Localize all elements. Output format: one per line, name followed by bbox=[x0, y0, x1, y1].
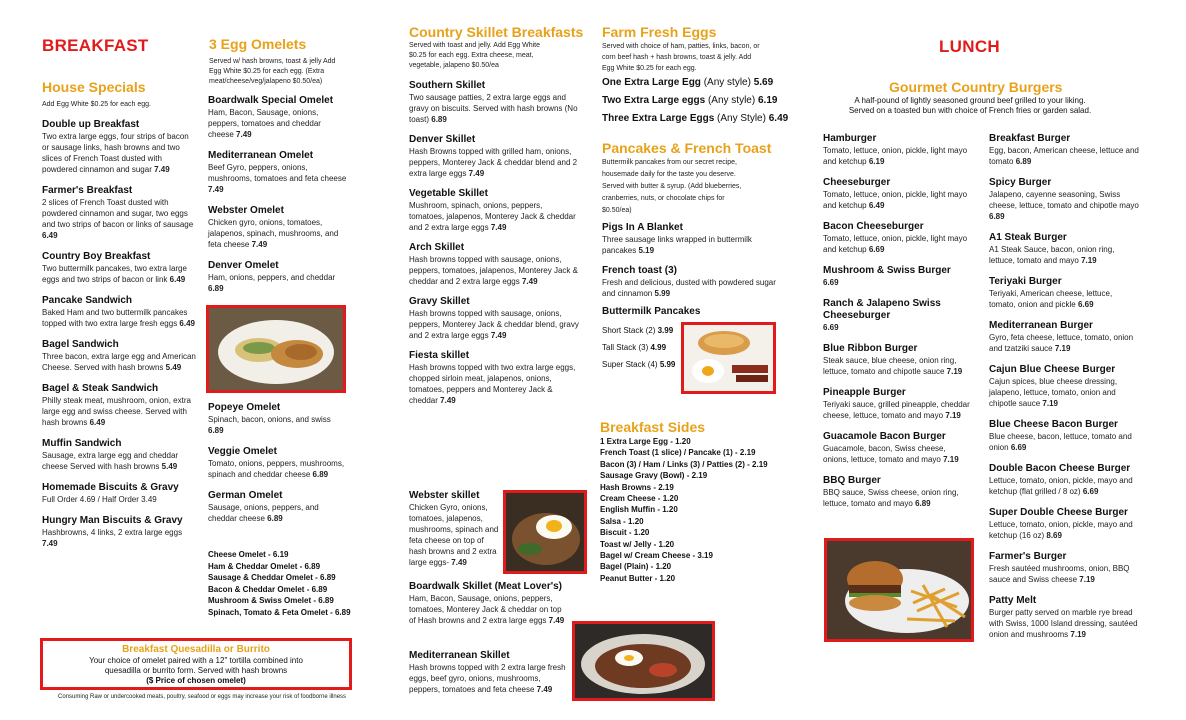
menu-item bbox=[208, 260, 348, 294]
menu-item-desc: Steak sauce, blue cheese, onion ring, lettuce, tomato and chipotle sauce bbox=[823, 356, 957, 376]
egg-item bbox=[602, 77, 792, 89]
menu-item-desc: BBQ sauce, Swiss cheese, onion ring, lettuce, tomato and mayo bbox=[823, 488, 959, 508]
simple-omelet-item: Mushroom & Swiss Omelet - 6.89 bbox=[208, 596, 334, 605]
menu-item bbox=[602, 265, 782, 299]
menu-item-desc: Tomato, onions, peppers, mushrooms, spinach and cheddar cheese bbox=[208, 459, 345, 479]
menu-item-price: 5.99 bbox=[654, 289, 671, 298]
boardwalk-photo bbox=[572, 621, 715, 701]
side-item: French Toast (1 slice) / Pancake (1) - 2.19 bbox=[600, 448, 756, 458]
menu-item bbox=[409, 188, 579, 233]
egg-item-price: 6.19 bbox=[757, 95, 778, 106]
simple-omelet-item: Sausage & Cheddar Omelet - 6.89 bbox=[208, 573, 336, 582]
menu-item-price: 5.49 bbox=[165, 363, 182, 372]
simple-omelets bbox=[208, 549, 358, 618]
menu-item-price: 5.19 bbox=[638, 246, 655, 255]
menu-item bbox=[42, 251, 197, 285]
burgers-left bbox=[823, 133, 973, 519]
menu-item bbox=[602, 222, 782, 256]
boardwalk-skillet-desc: Ham, Bacon, Sausage, onions, peppers, tomatoes, Monterey Jack & cheddar on top of Hash browns and 2 extra large eggs bbox=[409, 594, 562, 625]
menu-item-desc: Egg, bacon, American cheese, lettuce and tomato bbox=[989, 146, 1139, 166]
side-item: Bagel (Plain) - 1.20 bbox=[600, 562, 672, 572]
menu-item-name: Muffin Sandwich bbox=[42, 438, 122, 449]
menu-item-desc: Ham, Bacon, Sausage, onions, peppers, tomatoes and cheddar cheese bbox=[208, 108, 321, 139]
egg-item-style: (Any style) bbox=[705, 95, 758, 106]
menu-item-name: Boardwalk Special Omelet bbox=[208, 95, 334, 106]
stack-price: 4.99 bbox=[650, 343, 667, 352]
menu-item bbox=[823, 298, 973, 333]
menu-item bbox=[409, 296, 579, 341]
mediterranean-skillet-price: 7.49 bbox=[536, 685, 553, 694]
menu-item-name: Farmer's Burger bbox=[989, 551, 1067, 562]
menu-item-desc: Two buttermilk pancakes, two extra large eggs and two strips of bacon or link bbox=[42, 264, 187, 284]
menu-item-desc: Full Order 4.69 / Half Order 3.49 bbox=[42, 495, 157, 504]
house-specials-list bbox=[42, 119, 197, 559]
side-item: Peanut Butter - 1.20 bbox=[600, 573, 676, 583]
menu-item bbox=[208, 150, 348, 195]
menu-item-price: 7.49 bbox=[42, 539, 58, 548]
menu-item-price: 6.69 bbox=[1010, 443, 1027, 452]
menu-item bbox=[989, 133, 1139, 167]
menu-item-name: Farmer's Breakfast bbox=[42, 185, 133, 196]
menu-item-desc: Hash browns topped with sausage, onions, peppers, Monterey Jack & cheddar blend, gravy and 2 extra large eggs bbox=[409, 309, 579, 340]
webster-skillet bbox=[409, 490, 499, 568]
menu-item-price: 7.49 bbox=[490, 331, 507, 340]
menu-item-name: Bagel Sandwich bbox=[42, 339, 119, 350]
menu-item-name: Denver Skillet bbox=[409, 134, 476, 145]
menu-item-name: Mediterranean Burger bbox=[989, 320, 1093, 331]
menu-item-desc: Guacamole, bacon, Swiss cheese, onions, lettuce, tomato and mayo bbox=[823, 444, 946, 464]
pancakes-title: Pancakes & French Toast bbox=[602, 140, 772, 156]
menu-item-name: Popeye Omelet bbox=[208, 402, 281, 413]
burgers-note: A half-pound of lightly seasoned ground beef grilled to your liking. Served on a toasted bun with choice of French fries or garden salad. bbox=[848, 96, 1092, 115]
menu-item bbox=[42, 383, 197, 428]
house-specials-note: Add Egg White $0.25 for each egg. bbox=[42, 101, 151, 108]
menu-item bbox=[42, 482, 197, 505]
menu-item-price: 6.89 bbox=[312, 470, 329, 479]
menu-item-price: 6.19 bbox=[868, 157, 885, 166]
menu-item bbox=[823, 343, 973, 377]
menu-item-price: 6.69 bbox=[823, 323, 839, 332]
menu-item-price: 7.49 bbox=[468, 169, 485, 178]
menu-item-price: 6.89 bbox=[431, 115, 447, 124]
menu-item-name: Ranch & Jalapeno Swiss Cheeseburger bbox=[823, 298, 941, 321]
menu-item-name: Mediterranean Omelet bbox=[208, 150, 314, 161]
menu-item-name: Mushroom & Swiss Burger bbox=[823, 265, 951, 276]
skillet-photo bbox=[503, 490, 587, 574]
menu-item-desc: Baked Ham and two buttermilk pancakes topped with two extra large fresh eggs bbox=[42, 308, 188, 328]
menu-item-desc: Hashbrowns, 4 links, 2 extra large eggs bbox=[42, 528, 183, 537]
menu-item-name: Arch Skillet bbox=[409, 242, 465, 253]
menu-item-desc: Three bacon, extra large egg and American Cheese. Served with hash browns bbox=[42, 352, 196, 372]
stack-item bbox=[602, 343, 682, 353]
menu-item-name: Bacon Cheeseburger bbox=[823, 221, 924, 232]
quesadilla-box bbox=[40, 638, 352, 690]
menu-item-name: Pineapple Burger bbox=[823, 387, 906, 398]
menu-item-desc: Jalapeno, cayenne seasoning, Swiss cheese, lettuce, tomato and chipotle mayo bbox=[989, 190, 1139, 210]
menu-item-price: 6.89 bbox=[208, 284, 224, 293]
menu-item-desc: Lettuce, tomato, onion, pickle, mayo and ketchup (flat grilled / 8 oz) bbox=[989, 476, 1133, 496]
menu-item-price: 6.69 bbox=[868, 245, 885, 254]
menu-item bbox=[823, 431, 973, 465]
stack-name: Super Stack (4) bbox=[602, 360, 658, 369]
menu-item-price: 6.49 bbox=[42, 231, 58, 240]
stack-item bbox=[602, 360, 682, 370]
pancakes-list bbox=[602, 222, 782, 308]
menu-item-name: French toast (3) bbox=[602, 265, 678, 276]
boardwalk-skillet bbox=[409, 581, 569, 626]
omelets-list-2 bbox=[208, 402, 348, 534]
simple-omelet-item: Ham & Cheddar Omelet - 6.89 bbox=[208, 561, 321, 571]
menu-item-name: Pigs In A Blanket bbox=[602, 222, 683, 233]
menu-item-desc: Fresh and delicious, dusted with powdered sugar and cinnamon bbox=[602, 278, 776, 298]
menu-item-price: 7.19 bbox=[1054, 344, 1071, 353]
menu-item-price: 6.49 bbox=[179, 319, 195, 328]
menu-item-price: 6.89 bbox=[267, 514, 283, 523]
menu-item-desc: Philly steak meat, mushroom, onion, extra large egg and swiss cheese. Served with hash browns bbox=[42, 396, 191, 427]
breakfast-title: BREAKFAST bbox=[42, 36, 149, 55]
egg-item-price: 5.69 bbox=[753, 77, 774, 88]
egg-item bbox=[602, 113, 792, 125]
stack-name: Short Stack (2) bbox=[602, 326, 656, 335]
menu-item bbox=[989, 463, 1139, 497]
menu-item-price: 7.19 bbox=[946, 367, 963, 376]
webster-skillet-desc: Chicken Gyro, onions, tomatoes, jalapenos, mushrooms, spinach and feta cheese on top of hash browns and 2 extra large eggs- bbox=[409, 503, 499, 567]
menu-item-price: 7.19 bbox=[1042, 399, 1058, 408]
menu-item-desc: Sausage, extra large egg and cheddar cheese Served with hash browns bbox=[42, 451, 179, 471]
skillets-note: Served with toast and jelly. Add Egg White $0.25 for each egg. Extra cheese, meat, vegetable, jalapeno $0.50/ea bbox=[409, 42, 540, 69]
menu-item bbox=[989, 320, 1139, 354]
menu-item-price: 7.49 bbox=[440, 396, 456, 405]
menu-item-name: Guacamole Bacon Burger bbox=[823, 431, 946, 442]
side-item: Toast w/ Jelly - 1.20 bbox=[600, 539, 675, 549]
mediterranean-skillet bbox=[409, 650, 569, 695]
simple-omelet-item: Spinach, Tomato & Feta Omelet - 6.89 bbox=[208, 607, 351, 617]
sides-title: Breakfast Sides bbox=[600, 419, 706, 435]
egg-item-name: Two Extra Large eggs bbox=[602, 95, 706, 106]
buttermilk-title: Buttermilk Pancakes bbox=[602, 306, 701, 317]
menu-item-desc: Blue cheese, bacon, lettuce, tomato and onion bbox=[989, 432, 1132, 452]
menu-item-name: Cheeseburger bbox=[823, 177, 891, 188]
omelet-photo bbox=[206, 305, 346, 393]
side-item: Hash Browns - 2.19 bbox=[600, 482, 674, 492]
menu-item-desc: Three sausage links wrapped in buttermilk pancakes bbox=[602, 235, 752, 255]
egg-item-price: 6.49 bbox=[768, 113, 789, 124]
menu-item-price: 6.89 bbox=[989, 212, 1005, 221]
menu-item bbox=[823, 221, 973, 255]
menu-item bbox=[42, 339, 197, 373]
menu-item bbox=[42, 185, 197, 241]
menu-item-name: Country Boy Breakfast bbox=[42, 251, 151, 262]
menu-item-name: Double up Breakfast bbox=[42, 119, 140, 130]
menu-item-desc: Sausage, onions, peppers, and cheddar cheese bbox=[208, 503, 319, 523]
menu-item-desc: Two sausage patties, 2 extra large eggs and gravy on biscuits. Served with hash browns (No toast) bbox=[409, 93, 578, 124]
menu-item-name: Denver Omelet bbox=[208, 260, 279, 271]
menu-item-desc: Lettuce, tomato, onion, pickle, mayo and ketchup (16 oz) bbox=[989, 520, 1133, 540]
menu-item bbox=[989, 595, 1139, 640]
menu-item-name: Cajun Blue Cheese Burger bbox=[989, 364, 1116, 375]
egg-item-name: One Extra Large Egg bbox=[602, 77, 701, 88]
menu-item-price: 7.19 bbox=[945, 411, 961, 420]
quesadilla-title: Breakfast Quesadilla or Burrito bbox=[122, 644, 270, 655]
menu-item-name: Fiesta skillet bbox=[409, 350, 470, 361]
menu-item-price: 8.69 bbox=[1046, 531, 1062, 540]
menu-item bbox=[208, 95, 348, 140]
stack-price: 5.99 bbox=[659, 360, 676, 369]
menu-item-price: 6.69 bbox=[1082, 487, 1099, 496]
menu-item-desc: Hash browns topped with two extra large eggs, chopped sirloin meat, jalapenos, onions, tomatoes, peppers and Monterey Jack & cheddar bbox=[409, 363, 576, 405]
menu-item-desc: Ham, onions, peppers, and cheddar bbox=[208, 273, 336, 282]
menu-item-price: 6.89 bbox=[915, 499, 931, 508]
boardwalk-skillet-price: 7.49 bbox=[548, 616, 565, 625]
menu-item-name: Patty Melt bbox=[989, 595, 1037, 606]
omelets-note: Served w/ hash browns, toast & jelly Add Egg White $0.25 for each egg. (Extra meat/cheese/veg/jalapeno $0.50/ea) bbox=[209, 58, 336, 85]
menu-item-desc: Chicken gyro, onions, tomatoes, jalapenos, spinach, mushrooms, and feta cheese bbox=[208, 218, 339, 249]
menu-item bbox=[409, 134, 579, 179]
menu-item-desc: Fresh sautéed mushrooms, onion, BBQ sauce and Swiss cheese bbox=[989, 564, 1130, 584]
menu-item-name: Super Double Cheese Burger bbox=[989, 507, 1128, 518]
sides-list bbox=[600, 436, 790, 584]
menu-item bbox=[823, 177, 973, 211]
menu-item-price: 6.69 bbox=[1077, 300, 1094, 309]
pancakes-note: Buttermilk pancakes from our secret recipe, housemade daily for the taste you deserve. Served with butter & syrup. (Add blueberries, cranberries, nuts, or chocolate chips for $0.50/ea) bbox=[602, 159, 742, 214]
side-item: Bagel w/ Cream Cheese - 3.19 bbox=[600, 551, 713, 561]
menu-item bbox=[823, 133, 973, 167]
menu-item bbox=[989, 177, 1139, 222]
egg-item-style: (Any style) bbox=[700, 77, 754, 88]
footer-note: Consuming Raw or undercooked meats, poultry, seafood or eggs may increase your risk of foodborne illness bbox=[58, 694, 347, 700]
menu-item bbox=[42, 515, 197, 549]
menu-item bbox=[208, 402, 348, 436]
menu-item-name: Teriyaki Burger bbox=[989, 276, 1062, 287]
menu-item-price: 6.69 bbox=[823, 278, 839, 287]
lunch-title: LUNCH bbox=[939, 37, 1000, 56]
menu-item-price: 5.49 bbox=[161, 462, 178, 471]
eggs-list bbox=[602, 77, 792, 131]
menu-item-desc: Tomato, lettuce, onion, pickle, light mayo and ketchup bbox=[823, 190, 968, 210]
mediterranean-skillet-desc: Hash browns topped with 2 extra large fresh eggs, beef gyro, onions, mushrooms, peppers, tomatoes and feta cheese bbox=[409, 663, 566, 694]
menu-item-name: Southern Skillet bbox=[409, 80, 486, 91]
menu-item-price: 7.19 bbox=[943, 455, 959, 464]
side-item: English Muffin - 1.20 bbox=[600, 505, 678, 515]
menu-item-desc: Hash browns topped with sausage, onions, peppers, tomatoes, jalapenos, Monterey Jack & cheddar and 2 extra large eggs bbox=[409, 255, 578, 286]
skillets-title: Country Skillet Breakfasts bbox=[409, 24, 584, 40]
menu-item-price: 7.49 bbox=[521, 277, 538, 286]
side-item: Sausage Gravy (Bowl) - 2.19 bbox=[600, 471, 708, 481]
omelets-list-1 bbox=[208, 95, 348, 304]
menu-item-name: Homemade Biscuits & Gravy bbox=[42, 482, 179, 493]
menu-item bbox=[823, 387, 973, 421]
simple-omelet-item: Cheese Omelet - 6.19 bbox=[208, 550, 289, 559]
menu-item-price: 6.89 bbox=[208, 426, 224, 435]
menu-item-price: 7.19 bbox=[1081, 256, 1097, 265]
menu-item-name: Hungry Man Biscuits & Gravy bbox=[42, 515, 183, 526]
menu-item-price: 7.19 bbox=[1070, 630, 1086, 639]
omelets-title: 3 Egg Omelets bbox=[209, 36, 307, 52]
menu-item-name: Veggie Omelet bbox=[208, 446, 277, 457]
menu-item-desc: Spinach, bacon, onions, and swiss bbox=[208, 415, 331, 424]
menu-item bbox=[989, 364, 1139, 409]
menu-item bbox=[989, 507, 1139, 541]
burger-photo bbox=[824, 538, 974, 642]
stack-price: 3.99 bbox=[657, 326, 674, 335]
menu-item-name: Bagel & Steak Sandwich bbox=[42, 383, 159, 394]
eggs-note: Served with choice of ham, patties, links, bacon, or corn beef hash + hash browns, toast & jelly. Add Egg White $0.25 for each egg. bbox=[602, 43, 760, 72]
menu-item bbox=[409, 242, 579, 287]
skillets-list bbox=[409, 80, 579, 415]
stack-name: Tall Stack (3) bbox=[602, 343, 649, 352]
menu-item-name: Spicy Burger bbox=[989, 177, 1052, 188]
menu-item-name: Blue Ribbon Burger bbox=[823, 343, 918, 354]
menu-item bbox=[208, 205, 348, 250]
menu-item-price: 7.49 bbox=[490, 223, 507, 232]
menu-item-price: 6.49 bbox=[89, 418, 106, 427]
menu-item-desc: Mushroom, spinach, onions, peppers, tomatoes, jalapenos, Monterey Jack & cheddar and 2 extra large eggs bbox=[409, 201, 576, 232]
menu-item-desc: Two extra large eggs, four strips of bacon or sausage links, hash browns and two slices of French Toast dusted with powdered cinnamon and sugar bbox=[42, 132, 189, 174]
menu-item-desc: A1 Steak Sauce, bacon, onion ring, lettuce, tomato and mayo bbox=[989, 245, 1115, 265]
menu-item-desc: Tomato, lettuce, onion, pickle, light mayo and ketchup bbox=[823, 234, 968, 254]
menu-item-desc: Cajun spices, blue cheese dressing, jalapeno, lettuce, tomato, onion and chipotle sauce bbox=[989, 377, 1118, 408]
side-item: Bacon (3) / Ham / Links (3) / Patties (2) - 2.19 bbox=[600, 459, 768, 469]
menu-item-desc: Tomato, lettuce, onion, pickle, light mayo and ketchup bbox=[823, 146, 968, 166]
menu-item-desc: Burger patty served on marble rye bread with Swiss, 1000 Island dressing, sautéed onion and mushrooms bbox=[989, 608, 1138, 639]
menu-item bbox=[409, 80, 579, 125]
menu-item bbox=[989, 419, 1139, 453]
house-specials-title: House Specials bbox=[42, 79, 146, 95]
stack-item bbox=[602, 326, 682, 336]
side-item: 1 Extra Large Egg - 1.20 bbox=[600, 437, 691, 446]
burgers-title: Gourmet Country Burgers bbox=[889, 79, 1063, 95]
menu-item-name: Breakfast Burger bbox=[989, 133, 1071, 144]
quesadilla-price: ($ Price of chosen omelet) bbox=[146, 676, 246, 685]
menu-item bbox=[409, 350, 579, 406]
pancake-photo bbox=[681, 322, 776, 394]
menu-item-price: 7.49 bbox=[208, 185, 224, 194]
menu-item-price: 7.49 bbox=[251, 240, 268, 249]
menu-item-price: 7.49 bbox=[154, 165, 170, 174]
simple-omelet-item: Bacon & Cheddar Omelet - 6.89 bbox=[208, 584, 328, 594]
menu-item-name: Pancake Sandwich bbox=[42, 295, 133, 306]
menu-item bbox=[42, 295, 197, 329]
menu-item bbox=[208, 490, 348, 524]
menu-item-desc: Hash Browns topped with grilled ham, onions, peppers, Monterey Jack & cheddar blend and 2 extra large eggs bbox=[409, 147, 578, 178]
side-item: Biscuit - 1.20 bbox=[600, 528, 650, 538]
menu-item-desc: Teriyaki sauce, grilled pineapple, cheddar cheese, lettuce, tomato and mayo bbox=[823, 400, 970, 420]
quesadilla-desc: Your choice of omelet paired with a 12" tortilla combined into quesadilla or burrito form. Served with hash browns bbox=[89, 656, 303, 675]
menu-item-name: German Omelet bbox=[208, 490, 283, 501]
side-item: Salsa - 1.20 bbox=[600, 516, 644, 526]
menu-item-name: Gravy Skillet bbox=[409, 296, 470, 307]
egg-item bbox=[602, 95, 792, 107]
menu-item bbox=[989, 551, 1139, 585]
menu-item bbox=[42, 119, 197, 175]
menu-item-desc: Gyro, feta cheese, lettuce, tomato, onion and tzatziki sauce bbox=[989, 333, 1134, 353]
menu-item-desc: Teriyaki, American cheese, lettuce, tomato, onion and pickle bbox=[989, 289, 1113, 309]
eggs-title: Farm Fresh Eggs bbox=[602, 24, 717, 40]
menu-item-name: Webster Omelet bbox=[208, 205, 284, 216]
menu-item-desc: 2 slices of French Toast dusted with powdered cinnamon and sugar, two eggs and two strips of bacon or links of sausage bbox=[42, 198, 194, 229]
menu-item bbox=[42, 438, 197, 472]
menu-item-desc: Beef Gyro, peppers, onions, mushrooms, tomatoes and feta cheese bbox=[208, 163, 347, 183]
menu-item bbox=[208, 446, 348, 480]
menu-item bbox=[823, 265, 973, 288]
webster-skillet-price: 7.49 bbox=[451, 558, 467, 567]
webster-skillet-name: Webster skillet bbox=[409, 490, 480, 501]
menu-item bbox=[823, 475, 973, 509]
menu-item-name: Double Bacon Cheese Burger bbox=[989, 463, 1131, 474]
menu-item-price: 6.89 bbox=[1015, 157, 1032, 166]
menu-item-price: 7.19 bbox=[1079, 575, 1095, 584]
stacks-list bbox=[602, 326, 682, 377]
menu-item-name: A1 Steak Burger bbox=[989, 232, 1067, 243]
burgers-right bbox=[989, 133, 1139, 650]
menu-item bbox=[989, 276, 1139, 310]
menu-item-price: 7.49 bbox=[236, 130, 252, 139]
menu-item bbox=[989, 232, 1139, 266]
menu-item-name: Hamburger bbox=[823, 133, 877, 144]
boardwalk-skillet-name: Boardwalk Skillet (Meat Lover's) bbox=[409, 581, 562, 592]
menu-item-price: 6.49 bbox=[868, 201, 885, 210]
egg-item-name: Three Extra Large Eggs bbox=[602, 113, 715, 124]
mediterranean-skillet-name: Mediterranean Skillet bbox=[409, 650, 510, 661]
menu-item-price: 6.49 bbox=[169, 275, 186, 284]
menu-item-name: Vegetable Skillet bbox=[409, 188, 488, 199]
side-item: Cream Cheese - 1.20 bbox=[600, 494, 679, 504]
menu-item-name: Blue Cheese Bacon Burger bbox=[989, 419, 1118, 430]
egg-item-style: (Any Style) bbox=[714, 113, 769, 124]
menu-item-name: BBQ Burger bbox=[823, 475, 881, 486]
